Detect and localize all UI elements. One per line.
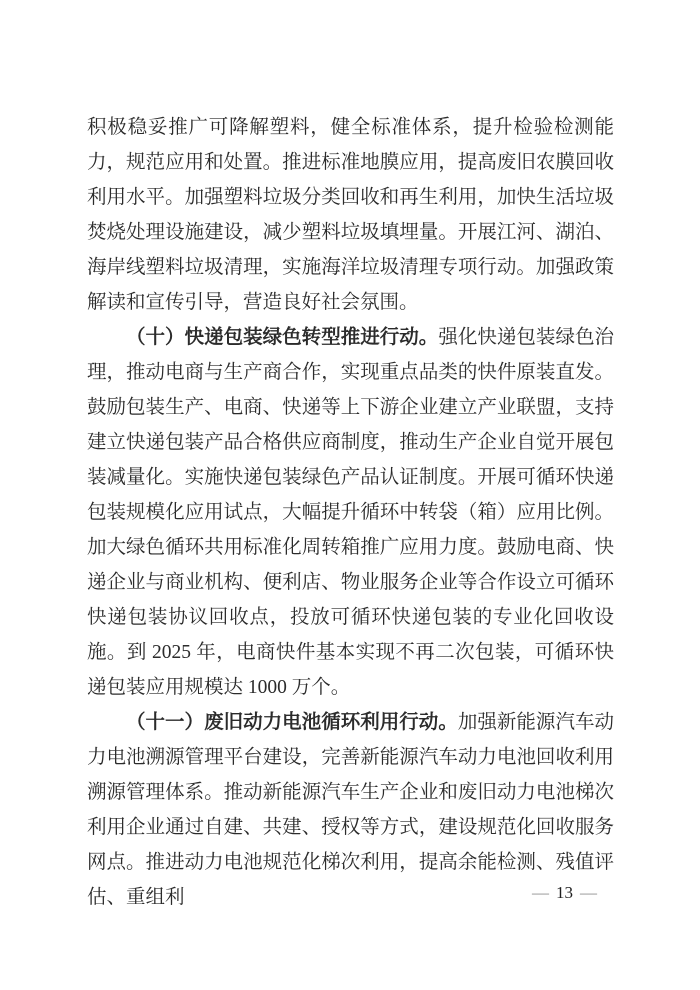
paragraph-continuation — [87, 110, 614, 320]
page-content — [87, 110, 614, 915]
section-10-text: 强化快递包装绿色治理，推动电商与生产商合作，实现重点品类的快件原装直发。鼓励包装生产、电商、快递等上下游企业建立产业联盟，支持建立快递包装产品合格供应商制度，推动生产企业自觉开展包装减量化。实施快递包装绿色产品认证制度。开展可循环快递包装规模化应用试点，大幅提升循环中转袋（箱）应用比例。加大绿色循环共用标准化周转箱推广应用力度。鼓励电商、快递企业与商业机构、便利店、物业服务企业等合作设立可循环快递包装协议回收点，投放可循环快递包装的专业化回收设施。到 2025 年，电商快件基本实现不再二次包装，可循环快递包装应用规模达 1000 万个。 — [87, 327, 614, 698]
section-11-text: 加强新能源汽车动力电池溯源管理平台建设，完善新能源汽车动力电池回收利用溯源管理体系。推动新能源汽车生产企业和废旧动力电池梯次利用企业通过自建、共建、授权等方式，建设规范化回收服务网点。推进动力电池规范化梯次利用，提高余能检测、残值评估、重组利 — [87, 712, 614, 908]
section-10-heading: （十）快递包装绿色转型推进行动。 — [126, 327, 439, 348]
paragraph-section-10 — [87, 320, 614, 705]
section-11-heading: （十一）废旧动力电池循环利用行动。 — [126, 712, 458, 733]
paragraph-continuation-text: 积极稳妥推广可降解塑料，健全标准体系，提升检验检测能力，规范应用和处置。推进标准地膜应用，提高废旧农膜回收利用水平。加强塑料垃圾分类回收和再生利用，加快生活垃圾焚烧处理设施建设，减少塑料垃圾填埋量。开展江河、湖泊、海岸线塑料垃圾清理，实施海洋垃圾清理专项行动。加强政策解读和宣传引导，营造良好社会氛围。 — [87, 117, 614, 313]
footer-dash-right: — — [580, 883, 597, 902]
footer-dash-left: — — [532, 883, 549, 902]
page-number: 13 — [556, 883, 573, 902]
page-footer — [532, 882, 597, 904]
